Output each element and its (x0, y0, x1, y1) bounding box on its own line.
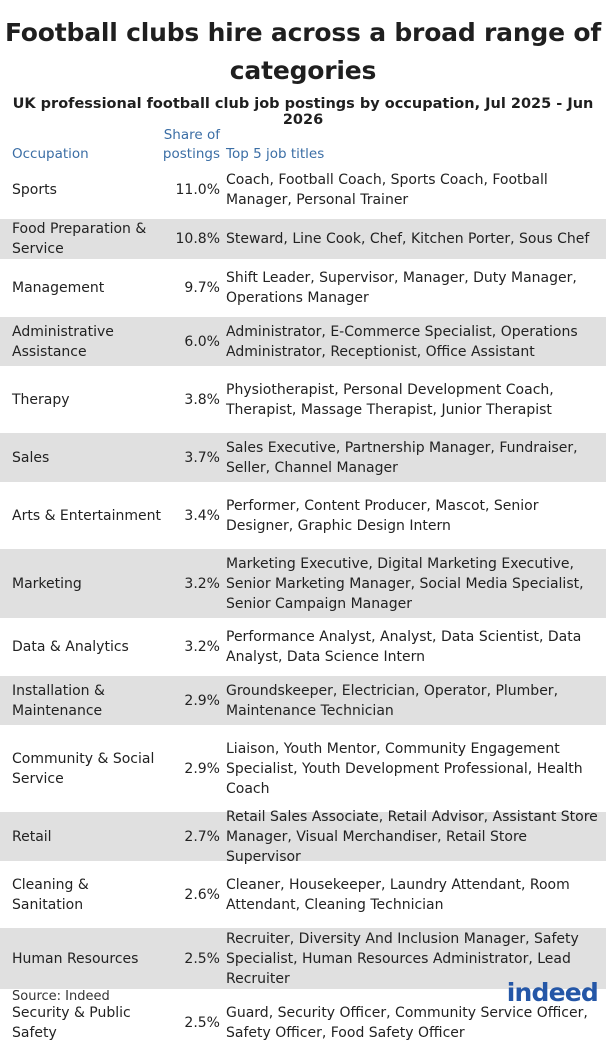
job-titles-cell: Physiotherapist, Personal Development Coach, Therapist, Massage Therapist, Junior Therapist (226, 381, 554, 418)
share-cell: 9.7% (184, 280, 220, 296)
share-cell: 2.5% (184, 1014, 220, 1031)
share-cell: 2.5% (184, 950, 220, 967)
job-titles-cell: Recruiter, Diversity And Inclusion Manager, Safety Specialist, Human Resources Administrator, Lead Recruiter (226, 930, 579, 987)
occupation-cell: Marketing (12, 575, 82, 592)
share-cell: 3.2% (184, 575, 220, 592)
chart-subtitle: UK professional football club job postings by occupation, Jul 2025 - Jun 2026 (12, 96, 594, 128)
table-row (0, 870, 606, 919)
occupation-cell: Food Preparation & Service (12, 221, 147, 257)
occupation-cell: Arts & Entertainment (12, 507, 161, 524)
occupation-cell: Administrative Assistance (12, 323, 114, 360)
table-row (0, 170, 606, 210)
share-cell: 6.0% (184, 333, 220, 350)
table-row (0, 491, 606, 540)
job-titles-cell: Groundskeeper, Electrician, Operator, Plumber, Maintenance Technician (226, 682, 559, 719)
job-titles-cell: Performer, Content Producer, Mascot, Senior Designer, Graphic Design Intern (226, 497, 539, 534)
occupation-cell: Therapy (12, 391, 70, 408)
job-titles-cell: Guard, Security Officer, Community Service Officer, Safety Officer, Food Safety Officer (226, 1004, 588, 1041)
share-cell: 3.2% (184, 639, 220, 655)
indeed-logo: indeed (506, 978, 598, 1007)
table-row (0, 734, 606, 803)
job-titles-cell: Liaison, Youth Mentor, Community Engagement Specialist, Youth Development Professional, Health Coach (226, 740, 583, 797)
share-cell: 11.0% (175, 182, 220, 198)
job-titles-cell: Coach, Football Coach, Sports Coach, Football Manager, Personal Trainer (226, 172, 548, 208)
share-cell: 3.7% (184, 449, 220, 466)
occupation-cell: Management (12, 280, 105, 296)
occupation-cell: Cleaning & Sanitation (12, 876, 89, 913)
occupation-cell: Installation & Maintenance (12, 682, 105, 719)
table-row (0, 317, 606, 366)
table-row (0, 375, 606, 424)
job-titles-cell: Performance Analyst, Analyst, Data Scientist, Data Analyst, Data Science Intern (226, 629, 582, 665)
occupation-cell: Sports (12, 182, 57, 198)
chart-title: Football clubs hire across a broad range of categories (4, 18, 602, 85)
share-cell: 2.6% (184, 886, 220, 903)
job-titles-cell: Shift Leader, Supervisor, Manager, Duty Manager, Operations Manager (226, 270, 577, 306)
occupation-cell: Human Resources (12, 950, 139, 967)
table-row (0, 268, 606, 308)
table-row (0, 433, 606, 482)
share-cell: 2.7% (184, 828, 220, 845)
table-header (0, 124, 606, 166)
job-titles-cell: Sales Executive, Partnership Manager, Fundraiser, Seller, Channel Manager (226, 439, 578, 476)
share-cell: 2.9% (184, 692, 220, 709)
occupation-cell: Community & Social Service (12, 750, 155, 787)
job-titles-cell: Cleaner, Housekeeper, Laundry Attendant, Room Attendant, Cleaning Technician (226, 876, 570, 913)
share-cell: 3.4% (184, 507, 220, 524)
occupation-cell: Sales (12, 449, 50, 466)
occupation-cell: Security & Public Safety (12, 1004, 131, 1041)
occupation-cell: Data & Analytics (12, 639, 129, 655)
column-header-job-titles: Top 5 job titles (226, 146, 325, 162)
job-titles-cell: Steward, Line Cook, Chef, Kitchen Porter, Sous Chef (226, 231, 590, 247)
job-titles-cell: Marketing Executive, Digital Marketing Executive, Senior Marketing Manager, Social Media Specialist, Senior Campaign Manager (226, 555, 584, 612)
share-cell: 10.8% (175, 231, 220, 247)
job-titles-cell: Retail Sales Associate, Retail Advisor, Assistant Store Manager, Visual Merchandiser, Retail Store Supervisor (226, 808, 598, 865)
table-row (0, 627, 606, 667)
share-cell: 2.9% (184, 760, 220, 777)
table-row (0, 549, 606, 618)
source-note: Source: Indeed (12, 989, 110, 1004)
job-titles-cell: Administrator, E-Commerce Specialist, Operations Administrator, Receptionist, Office Assistant (226, 323, 578, 360)
table-row (0, 676, 606, 725)
table-row (0, 219, 606, 259)
column-header-occupation: Occupation (12, 146, 89, 162)
occupation-cell: Retail (12, 828, 52, 845)
share-cell: 3.8% (184, 391, 220, 408)
table-row (0, 808, 606, 865)
column-header-share: Share of postings (162, 127, 220, 162)
